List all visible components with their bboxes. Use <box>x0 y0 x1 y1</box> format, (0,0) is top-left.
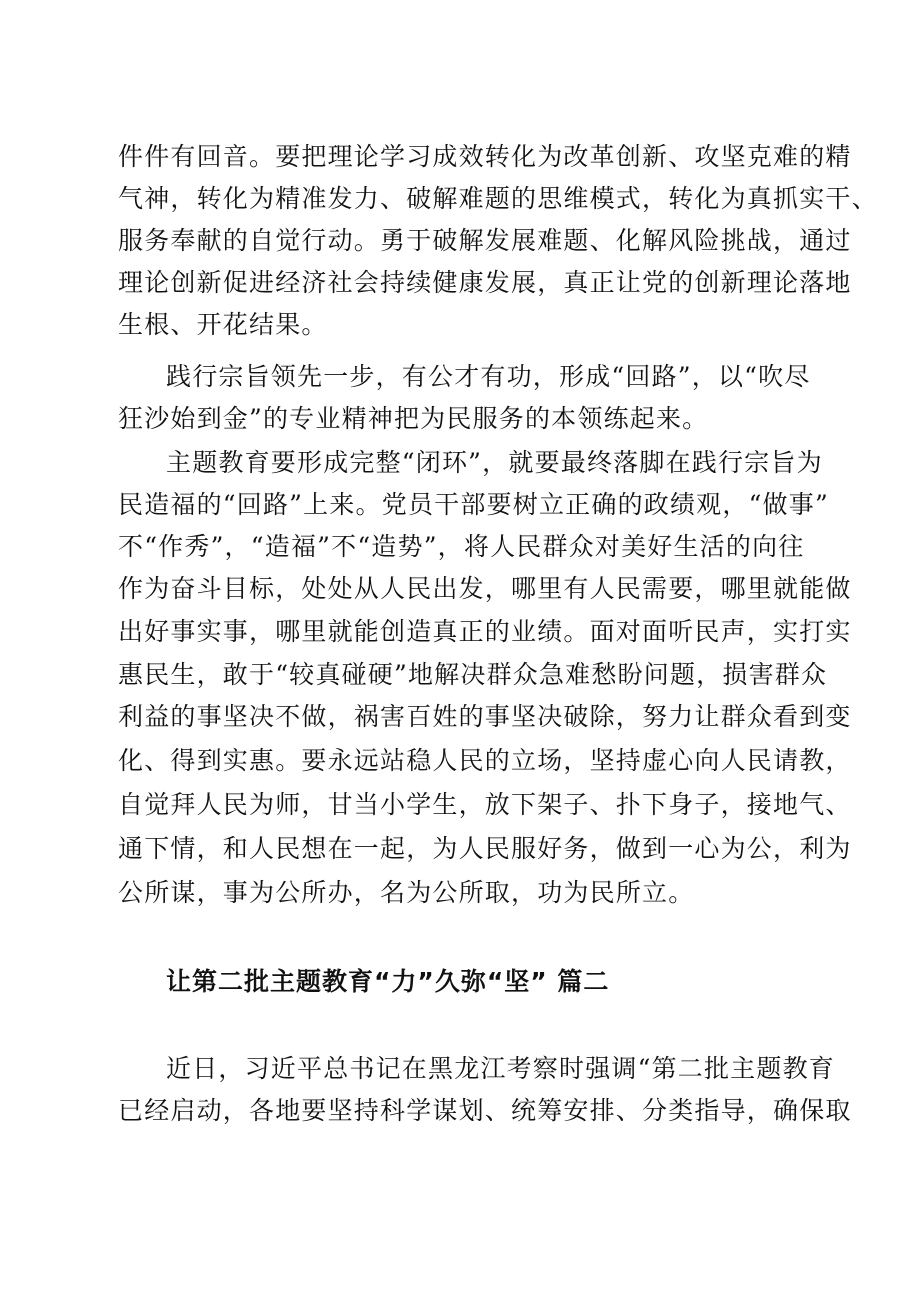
paragraph-line: 民造福的“回路”上来。党员干部要树立正确的政绩观，“做事” <box>118 490 829 519</box>
paragraph-line: 已经启动，各地要坚持科学谋划、统筹安排、分类指导，确保取 <box>118 1096 852 1125</box>
paragraph-line: 公所谋，事为公所办，名为公所取，功为民所立。 <box>118 878 695 907</box>
paragraph-line: 利益的事坚决不做，祸害百姓的事坚决破除，努力让群众看到变 <box>118 702 852 731</box>
paragraph-line: 生根、开花结果。 <box>118 310 328 339</box>
paragraph-line: 化、得到实惠。要永远站稳人民的立场，坚持虚心向人民请教， <box>118 746 852 775</box>
paragraph-line: 主题教育要形成完整“闭环”，就要最终落脚在践行宗旨为 <box>166 448 823 477</box>
paragraph-line: 作为奋斗目标，处处从人民出发，哪里有人民需要，哪里就能做 <box>118 574 852 603</box>
paragraph-line: 服务奉献的自觉行动。勇于破解发展难题、化解风险挑战，通过 <box>118 226 852 255</box>
paragraph-line: 践行宗旨领先一步，有公才有功，形成“回路”，以“吹尽 <box>166 362 811 391</box>
paragraph-line: 惠民生，敢于“较真碰硬”地解决群众急难愁盼问题，损害群众 <box>118 660 828 689</box>
paragraph-line: 出好事实事，哪里就能创造真正的业绩。面对面听民声，实打实 <box>118 617 852 646</box>
paragraph-line: 通下情，和人民想在一起，为人民服好务，做到一心为公，利为 <box>118 834 852 863</box>
paragraph-line: 自觉拜人民为师，甘当小学生，放下架子、扑下身子，接地气、 <box>118 790 852 819</box>
paragraph-line: 件件有回音。要把理论学习成效转化为改革创新、攻坚克难的精 <box>118 142 852 171</box>
paragraph-line: 近日，习近平总书记在黑龙江考察时强调“第二批主题教育 <box>166 1054 835 1083</box>
paragraph-line: 狂沙始到金”的专业精神把为民服务的本领练起来。 <box>118 404 709 433</box>
paragraph-line: 理论创新促进经济社会持续健康发展，真正让党的创新理论落地 <box>118 268 852 297</box>
section-heading: 让第二批主题教育“力”久弥“坚” 篇二 <box>166 967 610 996</box>
paragraph-line: 不“作秀”，“造福”不“造势”，将人民群众对美好生活的向往 <box>118 532 805 561</box>
paragraph-line: 气神，转化为精准发力、破解难题的思维模式，转化为真抓实干、 <box>118 184 878 213</box>
